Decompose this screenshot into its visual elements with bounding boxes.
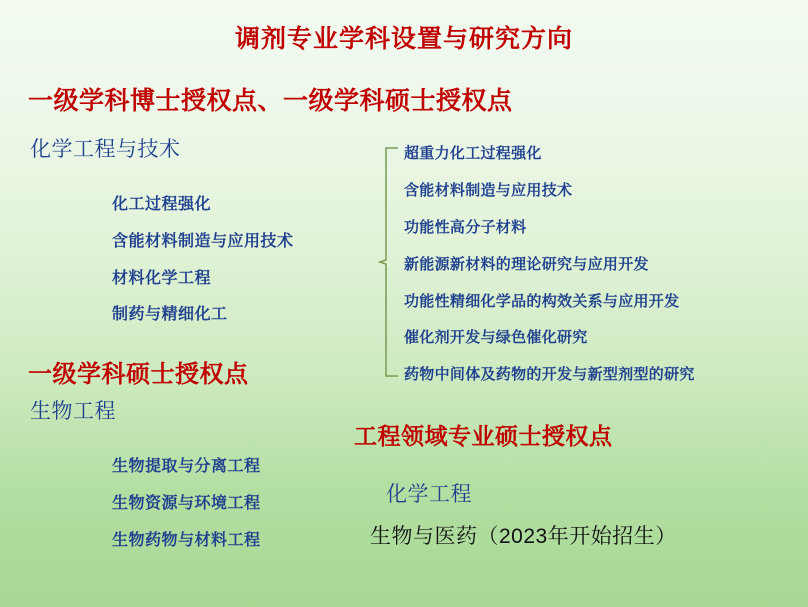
professional-program-item: 生物与医药（2023年开始招生）	[370, 525, 677, 548]
professional-program-item: 化学工程	[386, 483, 472, 506]
section-heading-doctoral-master: 一级学科博士授权点、一级学科硕士授权点	[28, 87, 513, 115]
sub-discipline-item: 生物资源与环境工程	[112, 495, 261, 512]
research-direction-item: 功能性精细化学品的构效关系与应用开发	[404, 293, 680, 310]
sub-discipline-item: 化工过程强化	[112, 196, 212, 213]
research-direction-item: 含能材料制造与应用技术	[404, 182, 573, 199]
slide-title: 调剂专业学科设置与研究方向	[234, 25, 573, 53]
research-direction-item: 催化剂开发与绿色催化研究	[404, 329, 588, 346]
research-direction-item: 药物中间体及药物的开发与新型剂型的研究	[404, 366, 695, 383]
section-heading-professional-master: 工程领域专业硕士授权点	[354, 423, 613, 449]
research-direction-item: 功能性高分子材料	[404, 219, 527, 236]
research-direction-item: 新能源新材料的理论研究与应用开发	[404, 256, 649, 273]
sub-discipline-item: 生物药物与材料工程	[112, 532, 261, 549]
discipline-bioengineering: 生物工程	[30, 400, 116, 423]
bracket-connector	[378, 146, 400, 378]
research-direction-item: 超重力化工过程强化	[404, 145, 542, 162]
sub-discipline-item: 含能材料制造与应用技术	[112, 233, 294, 250]
sub-discipline-item: 生物提取与分离工程	[112, 458, 261, 475]
discipline-chemical-engineering: 化学工程与技术	[30, 138, 181, 161]
section-heading-master: 一级学科硕士授权点	[28, 361, 249, 388]
sub-discipline-item: 制药与精细化工	[112, 306, 228, 323]
sub-discipline-item: 材料化学工程	[112, 270, 212, 287]
